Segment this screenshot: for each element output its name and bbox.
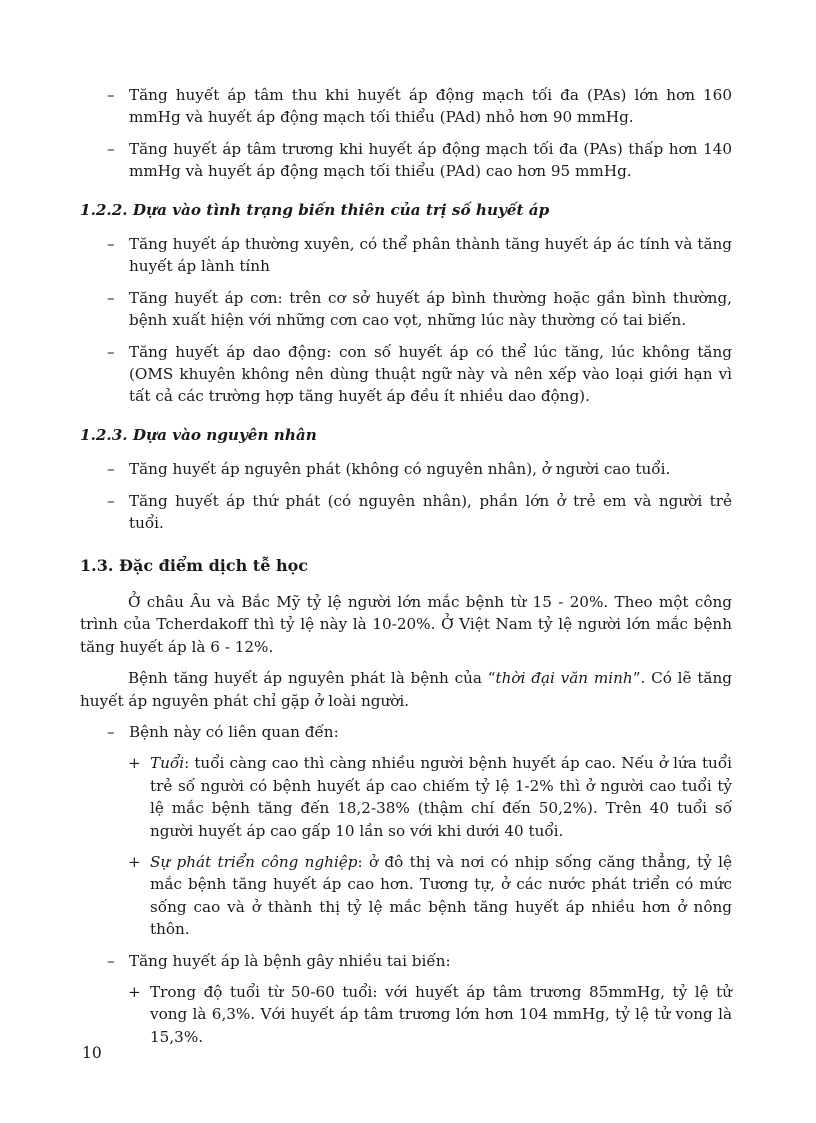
page-body — [80, 84, 732, 1057]
list-item: – Tăng huyết áp tâm trương khi huyết áp động mạch tối đa (PAs) thấp hơn 140 mmHg và huyết áp động mạch tối thiểu (PAd) cao hơn 95 mmHg. — [80, 138, 732, 183]
list-item: – Tăng huyết áp dao động: con số huyết áp có thể lúc tăng, lúc không tăng (OMS khuyên không nên dùng thuật ngữ này và nên xếp vào loại giới hạn vì tất cả các trường hợp tăng huyết áp đều ít nhiều dao động). — [80, 341, 732, 408]
section-heading-1-2-2: 1.2.2. Dựa vào tình trạng biến thiên của trị số huyết áp — [80, 200, 550, 219]
term-text: : tuổi càng cao thì càng nhiều người bệnh huyết áp cao. Nếu ở lứa tuổi trẻ số người có bệnh huyết áp cao chiếm tỷ lệ 1-2% thì ở người cao tuổi tỷ lệ mắc bệnh tăng đến 18,2-38% (thậm chí đến 50,2%). Trên 40 tuổi số người huyết áp cao gấp 10 lần so với khi dưới 40 tuổi. — [150, 754, 732, 840]
term: Sự phát triển công nghiệp — [150, 852, 358, 871]
list-item: – Tăng huyết áp là bệnh gây nhiều tai biến: — [80, 950, 732, 972]
section-heading-1-3: 1.3. Đặc điểm dịch tễ học — [80, 555, 308, 575]
term: Tuổi — [150, 754, 185, 773]
page-number: 10 — [82, 1044, 102, 1062]
list-item: – Tăng huyết áp thứ phát (có nguyên nhân), phần lớn ở trẻ em và người trẻ tuổi. — [80, 490, 732, 535]
list-item: – Tăng huyết áp thường xuyên, có thể phân thành tăng huyết áp ác tính và tăng huyết áp lành tính — [80, 233, 732, 278]
sub-list-item — [80, 752, 732, 842]
paragraph-text: Bệnh tăng huyết áp nguyên phát là bệnh của “ — [128, 669, 496, 688]
sub-list-item: + Trong độ tuổi từ 50-60 tuổi: với huyết áp tâm trương 85mmHg, tỷ lệ tử vong là 6,3%. Với huyết áp tâm trương lớn hơn 104 mmHg, tỷ lệ tử vong là 15,3%. — [80, 981, 732, 1048]
paragraph — [80, 667, 732, 712]
list-item: – Tăng huyết áp cơn: trên cơ sở huyết áp bình thường hoặc gần bình thường, bệnh xuất hiện với những cơn cao vọt, những lúc này thường có tai biến. — [80, 287, 732, 332]
paragraph-emphasis: thời đại văn minh — [495, 669, 633, 688]
sub-list-item — [80, 851, 732, 941]
list-item: – Tăng huyết áp nguyên phát (không có nguyên nhân), ở người cao tuổi. — [80, 458, 732, 480]
list-item: – Bệnh này có liên quan đến: — [80, 721, 732, 743]
paragraph-text: ”. Có lẽ tăng huyết áp nguyên phát chỉ gặp ở loài người. — [80, 669, 732, 710]
list-item: – Tăng huyết áp tâm thu khi huyết áp động mạch tối đa (PAs) lớn hơn 160 mmHg và huyết áp động mạch tối thiểu (PAd) nhỏ hơn 90 mmHg. — [80, 84, 732, 129]
section-heading-1-2-3: 1.2.3. Dựa vào nguyên nhân — [80, 425, 317, 444]
term-text: : ở đô thị và nơi có nhịp sống căng thẳng, tỷ lệ mắc bệnh tăng huyết áp cao hơn. Tương tự, ở các nước phát triển có mức sống cao và ở thành thị tỷ lệ mắc bệnh tăng huyết áp nhiều hơn ở nông thôn. — [150, 852, 732, 939]
paragraph: Ở châu Âu và Bắc Mỹ tỷ lệ người lớn mắc bệnh từ 15 - 20%. Theo một công trình của Tcherdakoff thì tỷ lệ này là 10-20%. Ở Việt Nam tỷ lệ người lớn mắc bệnh tăng huyết áp là 6 - 12%. — [80, 592, 732, 656]
